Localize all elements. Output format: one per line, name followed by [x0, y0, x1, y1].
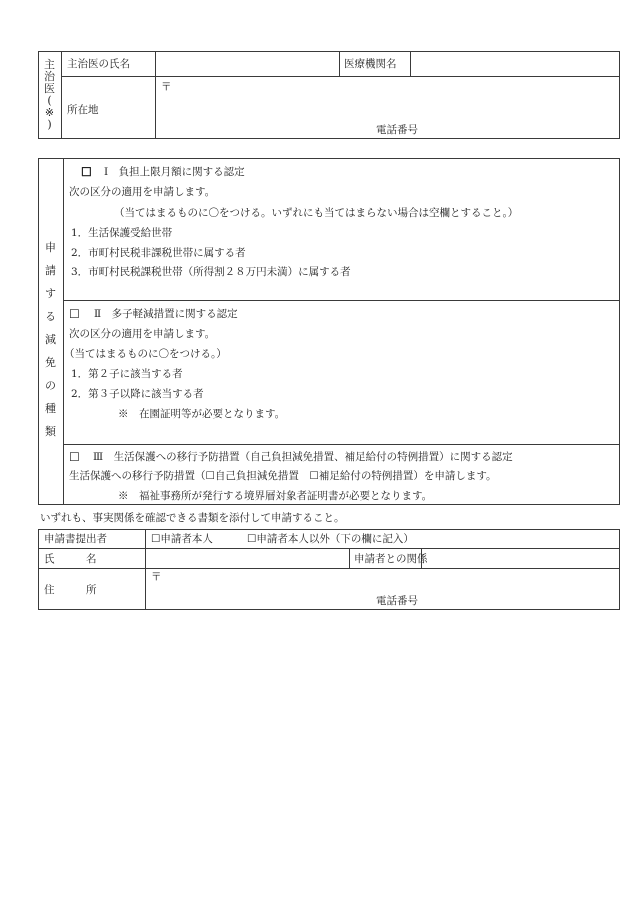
- relation-field[interactable]: [426, 552, 616, 566]
- section3-heading: Ⅲ 生活保護への移行予防措置（自己負担減免措置、補足給付の特例措置）に関する認定: [93, 451, 513, 463]
- section1-note: （当てはまるものに〇をつける。いずれにも当てはまらない場合は空欄とすること。）: [114, 207, 519, 219]
- institution-label: 医療機関名: [344, 58, 397, 70]
- section1-item[interactable]: 2．市町村民税非課税世帯に属する者: [71, 247, 246, 259]
- physician-address-label: 所在地: [67, 104, 99, 116]
- submitter-name-field[interactable]: [150, 552, 345, 566]
- physician-postal-mark: 〒: [161, 81, 172, 93]
- section1-intro: 次の区分の適用を申請します。: [69, 186, 216, 198]
- submitter-address-label: 住 所: [44, 584, 97, 596]
- relation-label: 申請者との関係: [354, 553, 428, 565]
- section2-checkbox[interactable]: ☐: [69, 307, 80, 321]
- section2-note: （当てはまるものに〇をつける。）: [64, 348, 227, 360]
- institution-field[interactable]: [415, 58, 615, 72]
- physician-name-field[interactable]: [160, 58, 335, 72]
- submitter-postal-mark: 〒: [151, 571, 162, 583]
- physician-phone-label: 電話番号: [376, 124, 418, 136]
- physician-name-label: 主治医の氏名: [67, 58, 130, 70]
- section3-checkbox[interactable]: ☐: [69, 450, 80, 464]
- attachment-note: いずれも、事実関係を確認できる書類を添付して申請すること。: [40, 512, 345, 524]
- submitter-name-label: 氏 名: [44, 553, 97, 565]
- section2-remark: ※ 在園証明等が必要となります。: [118, 408, 286, 420]
- physician-side-label: 主 治 医 ( ※ ): [44, 58, 55, 131]
- section1-item[interactable]: 1．生活保護受給世帯: [71, 227, 173, 239]
- submitter-self-option[interactable]: ☐申請者本人: [151, 533, 213, 545]
- section1-heading: Ⅰ 負担上限月額に関する認定: [104, 166, 245, 178]
- reduction-side-label: 申 請 す る 減 免 の 種 類: [45, 241, 56, 438]
- submitter-phone-label: 電話番号: [376, 595, 418, 607]
- section3-line[interactable]: 生活保護への移行予防措置（☐自己負担減免措置 ☐補足給付の特例措置）を申請します。: [69, 470, 497, 482]
- section1-checkbox[interactable]: ☐: [81, 165, 92, 179]
- submitter-label: 申請書提出者: [44, 533, 107, 545]
- section1-item[interactable]: 3．市町村民税課税世帯（所得割２８万円未満）に属する者: [71, 266, 351, 278]
- section2-intro: 次の区分の適用を申請します。: [69, 328, 216, 340]
- section3-remark: ※ 福祉事務所が発行する境界層対象者証明書が必要となります。: [118, 490, 433, 502]
- section2-item[interactable]: 2．第３子以降に該当する者: [71, 388, 204, 400]
- section2-heading: Ⅱ 多子軽減措置に関する認定: [94, 308, 238, 320]
- submitter-other-option[interactable]: ☐申請者本人以外（下の欄に記入）: [247, 533, 414, 545]
- section2-item[interactable]: 1．第２子に該当する者: [71, 368, 183, 380]
